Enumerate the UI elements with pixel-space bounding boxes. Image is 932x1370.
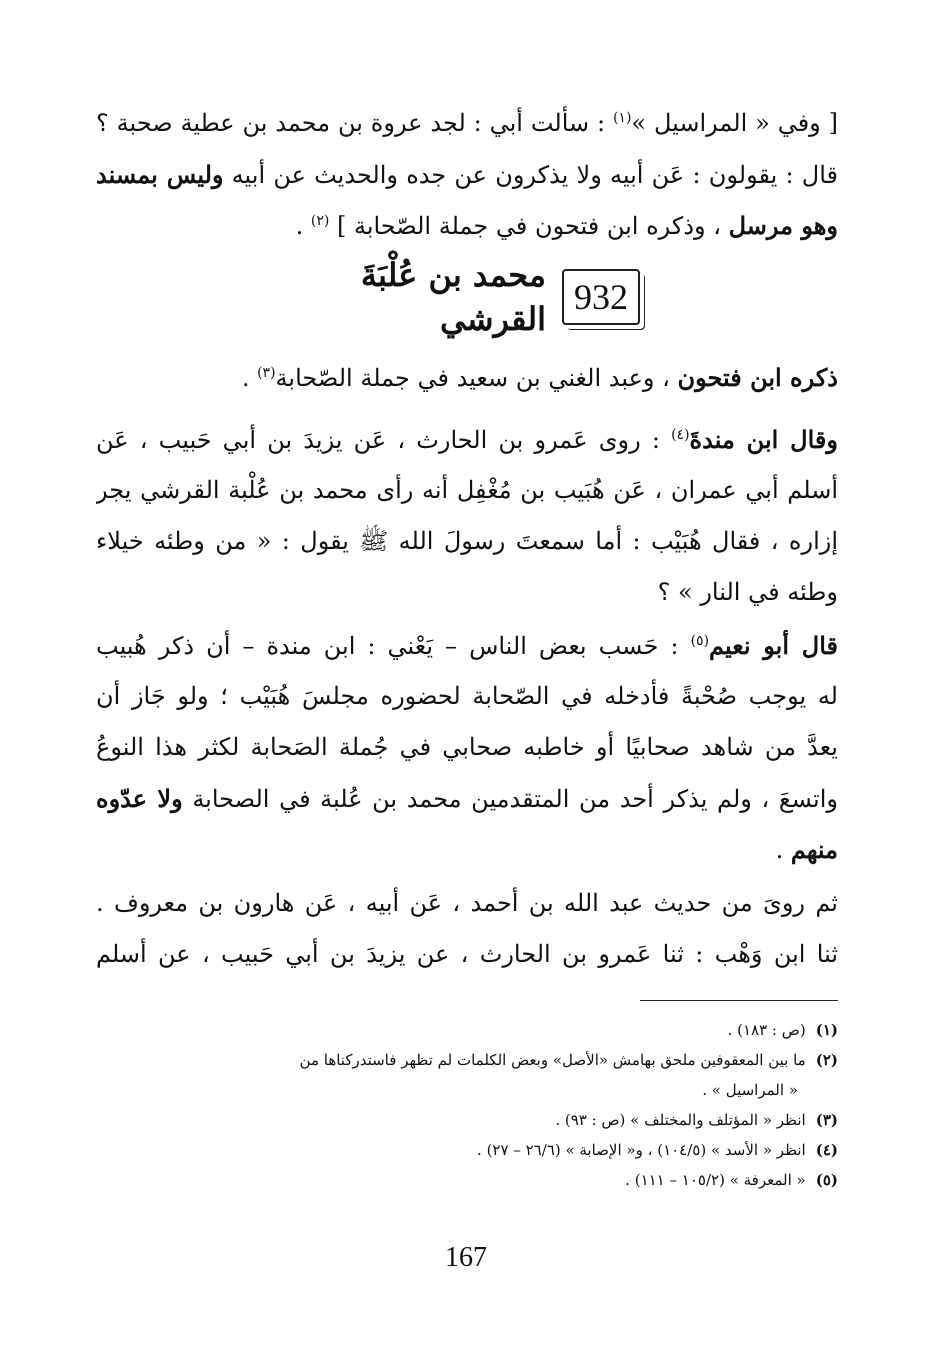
footnote-number: (٢) bbox=[815, 1051, 838, 1069]
text-line: وطئه في النار » ؟ bbox=[657, 578, 838, 606]
text-line: ثنا ابن وَهْب : ثنا عَمرو بن الحارث ، عن يزيدَ بن أبي حَبيب ، عن أسلم bbox=[96, 940, 838, 968]
footnote-item bbox=[96, 1135, 838, 1165]
footnote-item bbox=[96, 1015, 838, 1045]
entry-number-box: 932 bbox=[562, 269, 640, 325]
footnote-text: ما بين المعقوفين ملحق بهامش «الأصل» وبعض الكلمات لم تظهر فاستدركناها من bbox=[299, 1051, 806, 1069]
text-run: قال : يقولون : عَن أبيه ولا يذكرون عن جده والحديث عن أبيه bbox=[223, 161, 838, 189]
footnote-number: (٥) bbox=[815, 1171, 838, 1189]
paragraph-2 bbox=[96, 414, 838, 618]
footnote-number: (٤) bbox=[815, 1141, 838, 1159]
bold-phrase: منهم bbox=[790, 835, 838, 864]
entry-heading bbox=[300, 258, 640, 336]
bold-phrase: وهو مرسل bbox=[728, 211, 838, 240]
text-run: : حَسب بعض الناس – يَعْني : ابن مندة – أن ذكر هُبيب bbox=[96, 632, 691, 660]
text-line: يعدَّ من شاهد صحابيًا أو خاطبه صحابي في جُملة الصَحابة لكثر هذا النوعُ bbox=[96, 733, 838, 761]
footnote-ref[interactable]: (١) bbox=[612, 110, 632, 126]
footnote-text: (ص : ١٨٣) . bbox=[727, 1021, 806, 1039]
text-run: . bbox=[295, 212, 311, 240]
footnote-number: (٣) bbox=[815, 1111, 838, 1129]
paragraph-1 bbox=[96, 352, 838, 403]
footnote-item bbox=[96, 1165, 838, 1195]
bold-phrase: قال أبو نعيم bbox=[709, 631, 838, 660]
page-number: 167 bbox=[445, 1242, 487, 1273]
footnote-text: انظر « المؤتلف والمختلف » (ص : ٩٣) . bbox=[555, 1111, 806, 1129]
text-run: ، وعبد الغني بن سعيد في جملة الصّحابة bbox=[275, 364, 678, 392]
footnote-ref[interactable]: (٤) bbox=[671, 427, 690, 443]
footnote-text: انظر « الأسد » (١٠٤/٥) ، و« الإصابة » (٢٦/٦ – ٢٧) . bbox=[477, 1141, 806, 1159]
entry-title: محمد بن عُلْبَةَ القرشي bbox=[360, 256, 546, 338]
footnotes bbox=[96, 1015, 838, 1195]
footnote-item bbox=[96, 1105, 838, 1135]
bold-phrase: وليس بمسند bbox=[96, 160, 224, 189]
text-line: أسلم أبي عمران ، عَن هُبَيب بن مُغْفِل أنه رأى محمد بن عُلْبة القرشي يجر bbox=[96, 476, 838, 504]
footnote-ref[interactable]: (٥) bbox=[690, 633, 710, 649]
text-line: إزاره ، فقال هُبَيْب : أما سمعتَ رسولَ الله ﷺ يقول : « من وطئه خيلاء bbox=[96, 527, 838, 555]
text-run: : روى عَمرو بن الحارث ، عَن يزيدَ بن أبي حَبيب ، عَن bbox=[96, 426, 672, 454]
text-run: واتسعَ ، ولم يذكر أحد من المتقدمين محمد بن عُلبة في الصحابة bbox=[182, 785, 838, 813]
footnote-ref[interactable]: (٣) bbox=[257, 365, 276, 381]
footnote-number: (١) bbox=[815, 1021, 838, 1039]
text-line: له يوجب صُحْبةً فأدخله في الصّحابة لحضوره مجلسَ هُبَيْب ؛ ولو جَاز أن bbox=[96, 682, 838, 710]
paragraph-4 bbox=[96, 878, 838, 980]
text-run: [ وفي « المراسيل » bbox=[631, 109, 838, 137]
text-run: ، وذكره ابن فتحون في جملة الصّحابة ] bbox=[329, 212, 729, 240]
bold-phrase: وقال ابن مندةَ bbox=[689, 425, 838, 454]
text-run: : سألت أبي : لجد عروة بن محمد بن عطية صحبة ؟ bbox=[96, 109, 613, 137]
bold-phrase: ذكره ابن فتحون bbox=[677, 363, 838, 392]
text-run: . bbox=[241, 364, 258, 392]
top-paragraph bbox=[96, 98, 838, 251]
bold-phrase: ولا عدّوه bbox=[96, 784, 183, 813]
paragraph-3 bbox=[96, 620, 838, 875]
footnote-ref[interactable]: (٢) bbox=[310, 213, 330, 229]
footnote-item bbox=[96, 1045, 838, 1075]
footnote-divider bbox=[640, 1000, 838, 1001]
text-run: . bbox=[775, 836, 791, 864]
footnote-continuation: « المراسيل » . bbox=[702, 1081, 798, 1099]
footnote-text: « المعرفة » (١٠٥/٢ – ١١١) . bbox=[625, 1171, 806, 1189]
text-line: ثم روىَ من حديث عبد الله بن أحمد ، عَن أبيه ، عَن هارون بن معروف . bbox=[96, 889, 838, 917]
